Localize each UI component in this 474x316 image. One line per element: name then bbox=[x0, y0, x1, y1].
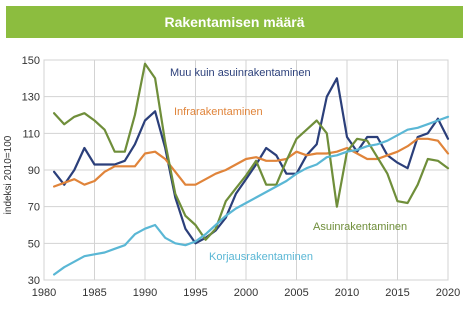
chart-title: Rakentamisen määrä bbox=[164, 14, 305, 30]
x-tick-label: 2000 bbox=[233, 287, 259, 299]
x-tick-label: 1985 bbox=[82, 287, 107, 299]
y-tick-label: 130 bbox=[21, 91, 40, 104]
series-line-muu-kuin-asuinrakentaminen bbox=[54, 78, 448, 243]
line-chart bbox=[0, 44, 474, 311]
y-axis-label: indeksi 2010=100 bbox=[3, 135, 14, 215]
x-tick-label: 1995 bbox=[183, 287, 208, 299]
series-label-korjausrakentaminen: Korjausrakentaminen bbox=[209, 251, 313, 263]
series-line-asuinrakentaminen bbox=[54, 64, 448, 240]
x-tick-label: 2015 bbox=[385, 287, 410, 299]
y-tick-label: 90 bbox=[27, 165, 40, 177]
series-label-asuinrakentaminen: Asuinrakentaminen bbox=[313, 221, 408, 233]
x-tick-label: 1980 bbox=[31, 287, 57, 299]
y-tick-label: 110 bbox=[22, 128, 40, 141]
series-label-muu-kuin-asuinrakentaminen: Muu kuin asuinrakentaminen bbox=[170, 67, 311, 79]
chart-title-banner bbox=[6, 6, 463, 38]
y-tick-label: 70 bbox=[27, 201, 40, 214]
x-tick-label: 1990 bbox=[132, 287, 158, 299]
y-tick-label: 30 bbox=[27, 275, 40, 287]
grid-lines bbox=[44, 60, 448, 280]
y-tick-label: 150 bbox=[21, 55, 40, 67]
x-tick-label: 2010 bbox=[334, 287, 360, 299]
series-label-infrarakentaminen: Infrarakentaminen bbox=[174, 106, 263, 118]
y-tick-label: 50 bbox=[27, 238, 40, 251]
chart-area bbox=[0, 44, 474, 311]
x-tick-label: 2005 bbox=[284, 287, 309, 299]
x-tick-label: 2020 bbox=[435, 287, 461, 299]
